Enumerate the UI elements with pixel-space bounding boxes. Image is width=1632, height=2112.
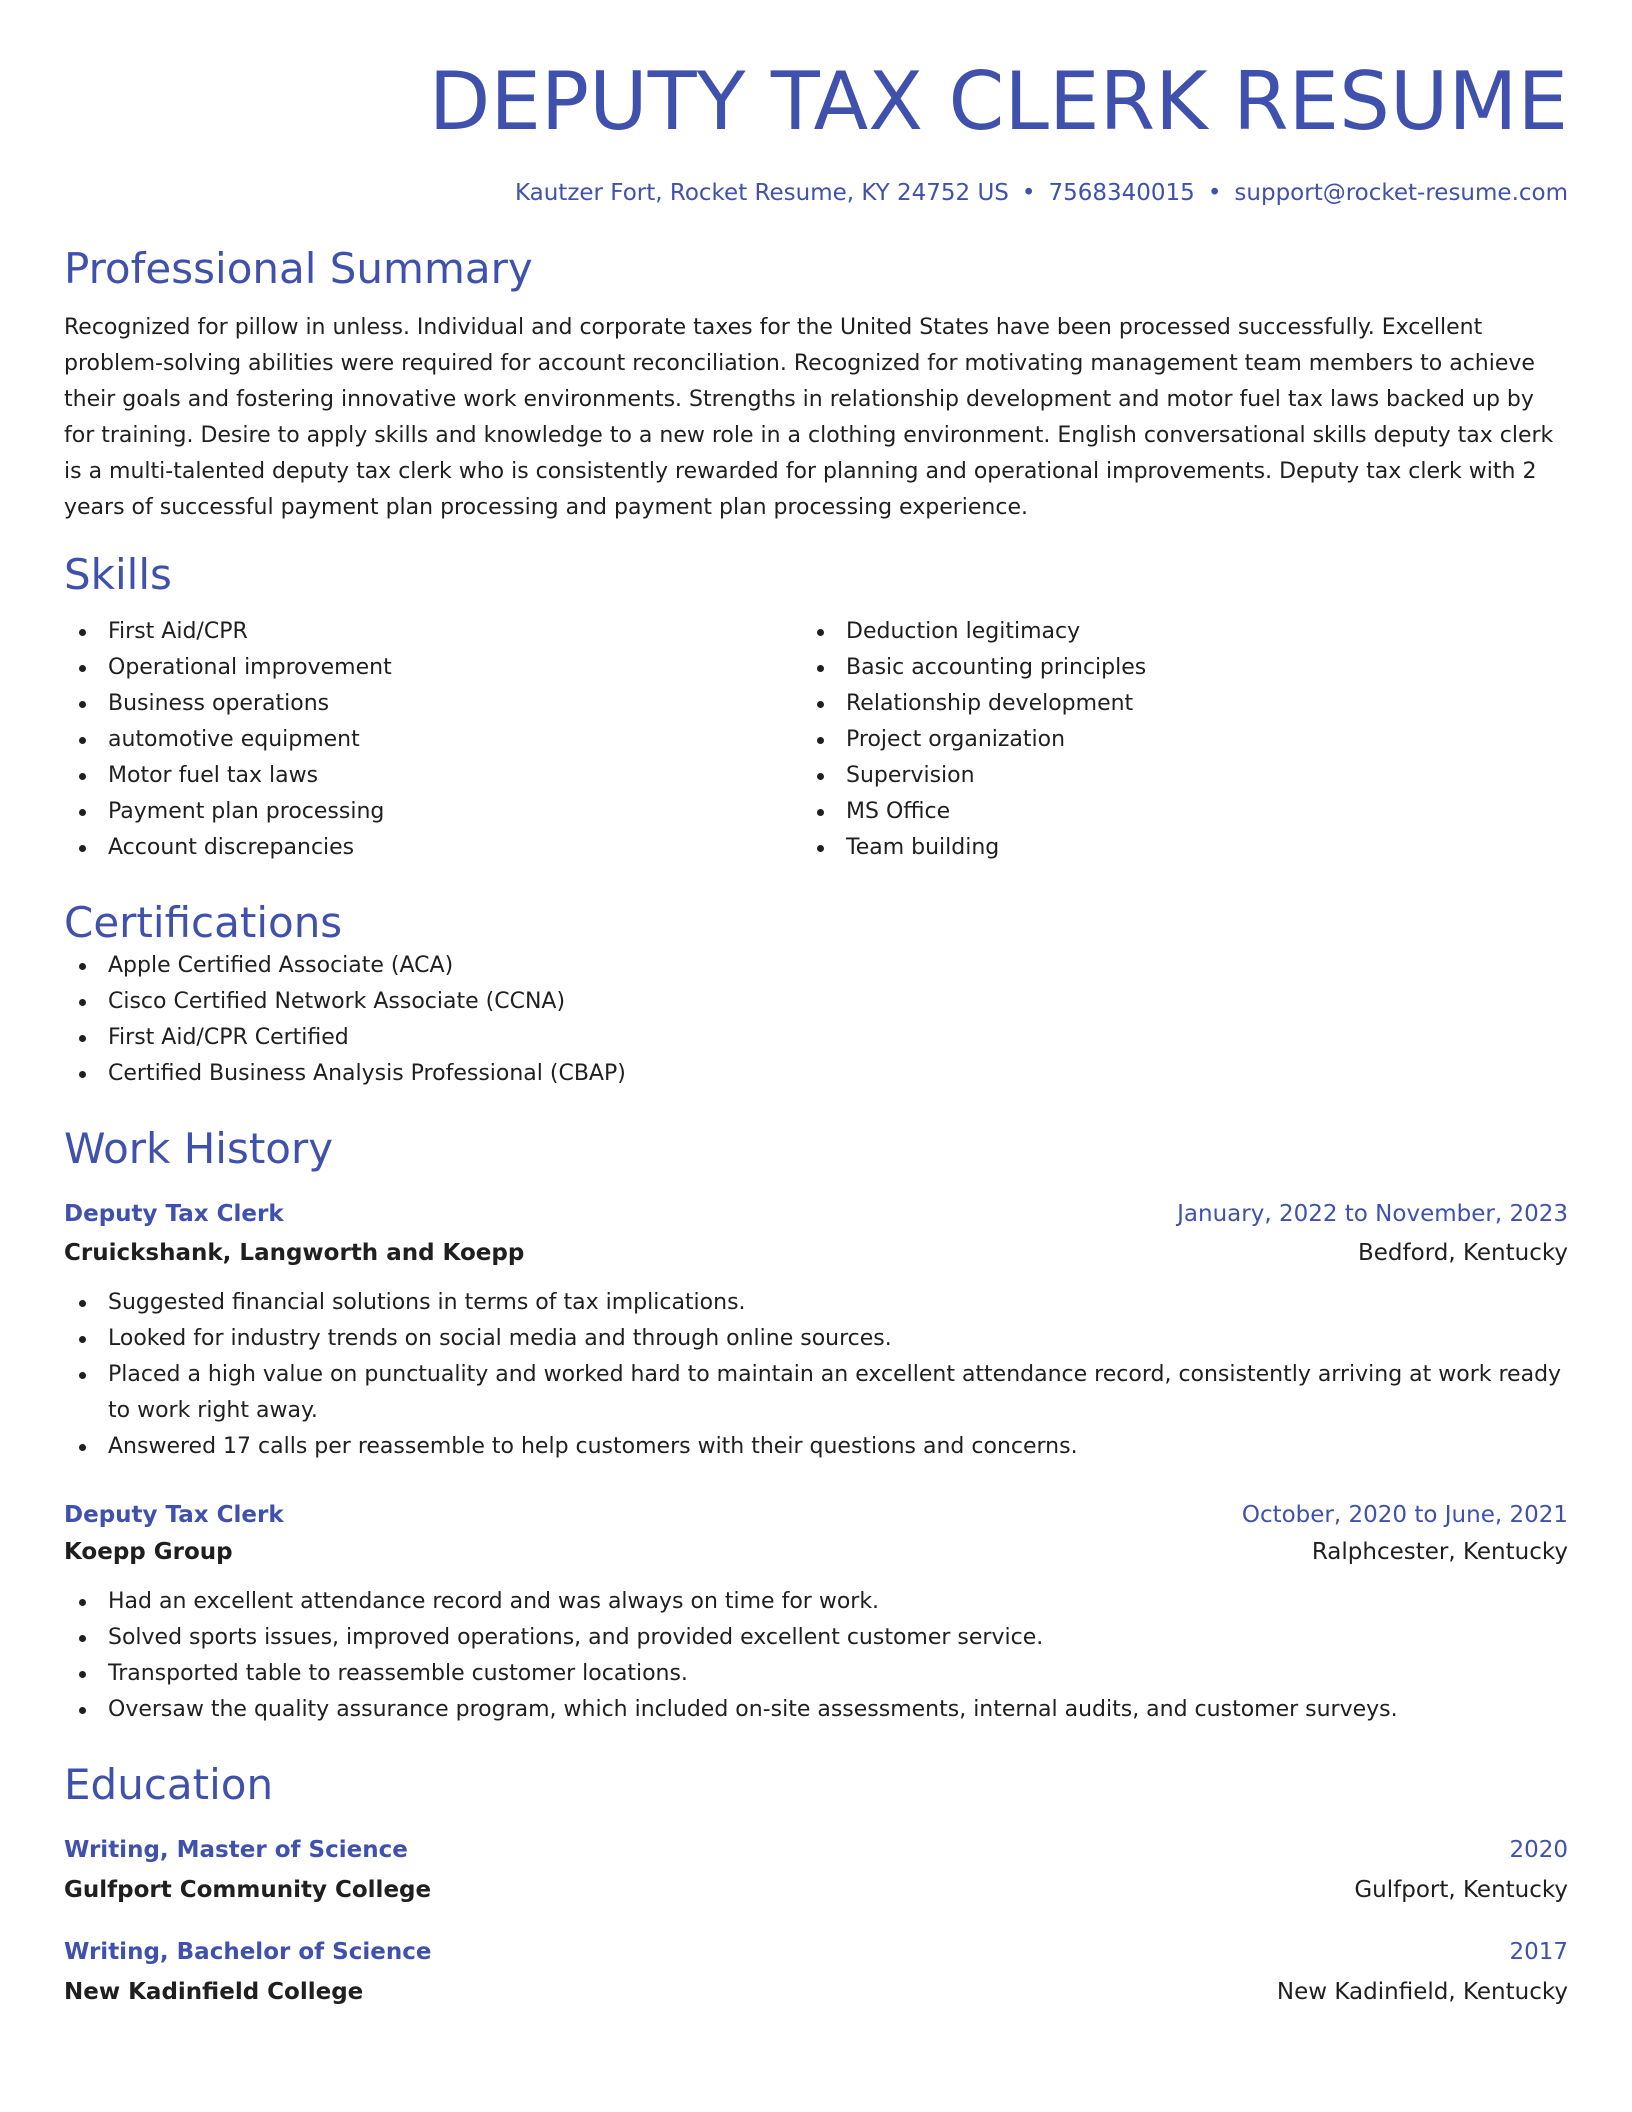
- certifications-heading: Certifications: [64, 898, 343, 947]
- skills-list-left: [64, 614, 802, 866]
- skills-list-right: [802, 614, 1540, 866]
- skill-item: Project organization: [802, 722, 1540, 758]
- skill-item: Payment plan processing: [64, 794, 802, 830]
- job-company: Koepp Group: [64, 1539, 233, 1565]
- degree-row: [64, 1834, 1568, 1866]
- skill-item: First Aid/CPR: [64, 614, 802, 650]
- skill-item: Business operations: [64, 686, 802, 722]
- job-location: Ralphcester, Kentucky: [1311, 1539, 1568, 1565]
- responsibility-item: Transported table to reassemble customer locations.: [64, 1656, 1568, 1692]
- school-name: Gulfport Community College: [64, 1877, 432, 1903]
- job-title: Deputy Tax Clerk: [64, 1502, 284, 1528]
- job-title-row: [64, 1198, 1568, 1230]
- skill-item: MS Office: [802, 794, 1540, 830]
- skills-heading: Skills: [64, 550, 172, 599]
- work-history-heading: Work History: [64, 1124, 334, 1173]
- job-title: Deputy Tax Clerk: [64, 1201, 284, 1227]
- certification-item: First Aid/CPR Certified: [64, 1020, 1568, 1056]
- school-row: [64, 1976, 1568, 2008]
- skill-item: Team building: [802, 830, 1540, 866]
- job-responsibilities: [64, 1584, 1568, 1728]
- job-dates: October, 2020 to June, 2021: [1241, 1502, 1568, 1528]
- degree-year: 2020: [1509, 1837, 1568, 1863]
- resume-header: [64, 0, 1568, 208]
- education-entry: [64, 1834, 1568, 1906]
- contact-email[interactable]: support@rocket-resume.com: [1234, 180, 1568, 206]
- certification-item: Cisco Certified Network Associate (CCNA): [64, 984, 1568, 1020]
- skill-item: Supervision: [802, 758, 1540, 794]
- degree-title: Writing, Bachelor of Science: [64, 1939, 432, 1965]
- certifications-section: [64, 898, 1568, 1092]
- skill-item: Operational improvement: [64, 650, 802, 686]
- job-location: Bedford, Kentucky: [1358, 1240, 1568, 1266]
- skill-item: automotive equipment: [64, 722, 802, 758]
- job-responsibilities: [64, 1285, 1568, 1465]
- responsibility-item: Looked for industry trends on social media and through online sources.: [64, 1321, 1568, 1357]
- contact-separator: •: [1207, 180, 1222, 206]
- summary-text: Recognized for pillow in unless. Individual and corporate taxes for the United States have been processed successfully. Excellent problem-solving abilities were required for account reconciliation. Recognized for motivating management team members to achieve their goals and fostering innovative work environments. Strengths in relationship development and motor fuel tax laws backed up by for training. Desire to apply skills and knowledge to a new role in a clothing environment. English conversational skills deputy tax clerk is a multi-talented deputy tax clerk who is consistently rewarded for planning and operational improvements. Deputy tax clerk with 2 years of successful payment plan processing and payment plan processing experience.: [64, 315, 1554, 520]
- school-location: Gulfport, Kentucky: [1354, 1877, 1568, 1903]
- skill-item: Motor fuel tax laws: [64, 758, 802, 794]
- certification-item: Apple Certified Associate (ACA): [64, 948, 1568, 984]
- job-entry: [64, 1198, 1568, 1465]
- responsibility-item: Had an excellent attendance record and was always on time for work.: [64, 1584, 1568, 1620]
- job-title-row: [64, 1499, 1568, 1531]
- education-entry: [64, 1936, 1568, 2008]
- work-history-section: [64, 1124, 1568, 1728]
- skill-item: Relationship development: [802, 686, 1540, 722]
- degree-year: 2017: [1509, 1939, 1568, 1965]
- education-section: [64, 1760, 1568, 2008]
- summary-section: [64, 244, 1568, 526]
- contact-separator: •: [1021, 180, 1036, 206]
- contact-line: [64, 178, 1568, 208]
- job-dates: January, 2022 to November, 2023: [1177, 1201, 1568, 1227]
- responsibility-item: Placed a high value on punctuality and worked hard to maintain an excellent attendance record, consistently arriving at work ready to work right away.: [64, 1357, 1568, 1429]
- summary-heading: Professional Summary: [64, 244, 533, 293]
- job-company-row: [64, 1536, 1568, 1568]
- school-row: [64, 1874, 1568, 1906]
- contact-phone[interactable]: 7568340015: [1048, 180, 1195, 206]
- skill-item: Deduction legitimacy: [802, 614, 1540, 650]
- job-company-row: [64, 1237, 1568, 1269]
- certifications-list: [64, 948, 1568, 1092]
- degree-row: [64, 1936, 1568, 1968]
- certification-item: Certified Business Analysis Professional (CBAP): [64, 1056, 1568, 1092]
- contact-address: Kautzer Fort, Rocket Resume, KY 24752 US: [514, 180, 1009, 206]
- responsibility-item: Solved sports issues, improved operations, and provided excellent customer service.: [64, 1620, 1568, 1656]
- school-name: New Kadinfield College: [64, 1979, 364, 2005]
- job-company: Cruickshank, Langworth and Koepp: [64, 1240, 525, 1266]
- school-location: New Kadinfield, Kentucky: [1276, 1979, 1568, 2005]
- skills-section: [64, 550, 1568, 866]
- education-heading: Education: [64, 1760, 274, 1809]
- skill-item: Account discrepancies: [64, 830, 802, 866]
- resume-title: DEPUTY TAX CLERK RESUME: [428, 55, 1568, 148]
- job-entry: [64, 1499, 1568, 1728]
- degree-title: Writing, Master of Science: [64, 1837, 408, 1863]
- responsibility-item: Oversaw the quality assurance program, which included on-site assessments, internal audits, and customer surveys.: [64, 1692, 1568, 1728]
- skills-columns: [64, 614, 1568, 866]
- responsibility-item: Suggested financial solutions in terms of tax implications.: [64, 1285, 1568, 1321]
- skill-item: Basic accounting principles: [802, 650, 1540, 686]
- responsibility-item: Answered 17 calls per reassemble to help customers with their questions and concerns.: [64, 1429, 1568, 1465]
